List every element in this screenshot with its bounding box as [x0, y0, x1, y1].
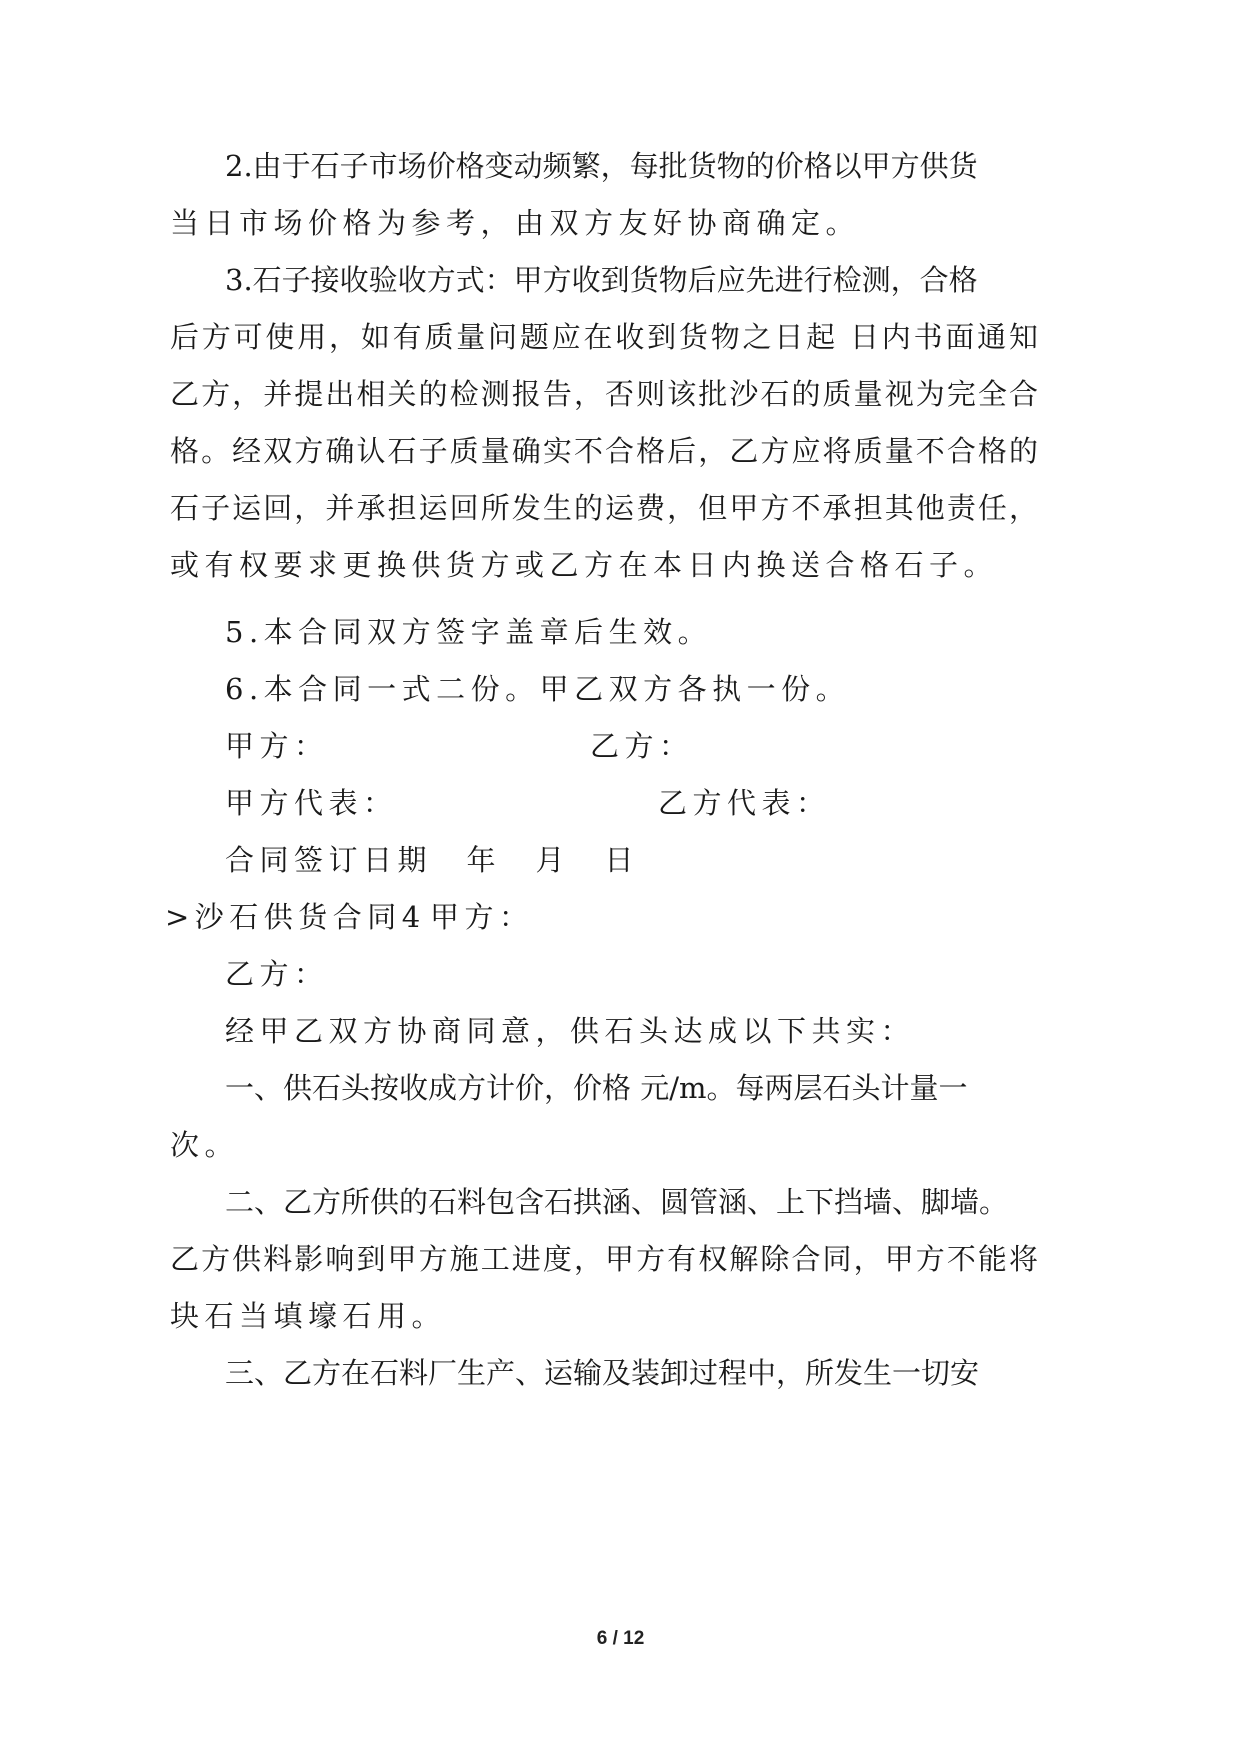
signature-party-b-label: 乙方：: [590, 729, 694, 763]
paragraph-2-line-2: 当日市场价格为参考，由双方友好协商确定。: [170, 206, 861, 240]
paragraph-3-line-2: 后方可使用，如有质量问题应在收到货物之日起 日内书面通知: [170, 320, 1038, 354]
signature-rep-a-label: 甲方代表：: [225, 786, 398, 820]
paragraph-3-line-3: 乙方，并提出相关的检测报告，否则该批沙石的质量视为完全合: [170, 377, 1038, 411]
paragraph-2-line-1: 2.由于石子市场价格变动频繁，每批货物的价格以甲方供货: [225, 149, 978, 183]
clause-2-line-2: 乙方供料影响到甲方施工进度，甲方有权解除合同，甲方不能将: [170, 1242, 1038, 1276]
section-heading: >沙石供货合同4: [165, 900, 426, 934]
page-number: 6 / 12: [596, 1628, 645, 1649]
paragraph-5: 5.本合同双方签字盖章后生效。: [225, 615, 713, 649]
clause-2-line-1: 二、乙方所供的石料包含石拱涵、圆管涵、上下挡墙、脚墙。: [225, 1185, 1009, 1219]
intro-paragraph: 经甲乙双方协商同意，供石头达成以下共实：: [225, 1014, 916, 1048]
paragraph-3-line-1: 3.石子接收验收方式：甲方收到货物后应先进行检测，合格: [225, 263, 978, 297]
paragraph-3-line-5: 石子运回，并承担运回所发生的运费，但甲方不承担其他责任，: [170, 491, 1038, 525]
signature-party-a-label: 甲方：: [225, 729, 329, 763]
signing-date-line: 合同签订日期 年 月 日: [225, 843, 640, 877]
clause-3-line-1: 三、乙方在石料厂生产、运输及装卸过程中，所发生一切安: [225, 1356, 980, 1390]
paragraph-3-line-6: 或有权要求更换供货方或乙方在本日内换送合格石子。: [170, 548, 999, 582]
paragraph-3-line-4: 格。经双方确认石子质量确实不合格后，乙方应将质量不合格的: [170, 434, 1038, 468]
heading-party-a-label: 甲方：: [430, 900, 534, 934]
party-b-label: 乙方：: [225, 957, 329, 991]
signature-rep-b-label: 乙方代表：: [658, 786, 831, 820]
clause-2-line-3: 块石当填壕石用。: [170, 1299, 447, 1333]
paragraph-6: 6.本合同一式二份。甲乙双方各执一份。: [225, 672, 851, 706]
clause-1-line-1: 一、供石头按收成方计价，价格 元/m。每两层石头计量一: [225, 1071, 968, 1105]
clause-1-line-2: 次。: [170, 1128, 240, 1162]
